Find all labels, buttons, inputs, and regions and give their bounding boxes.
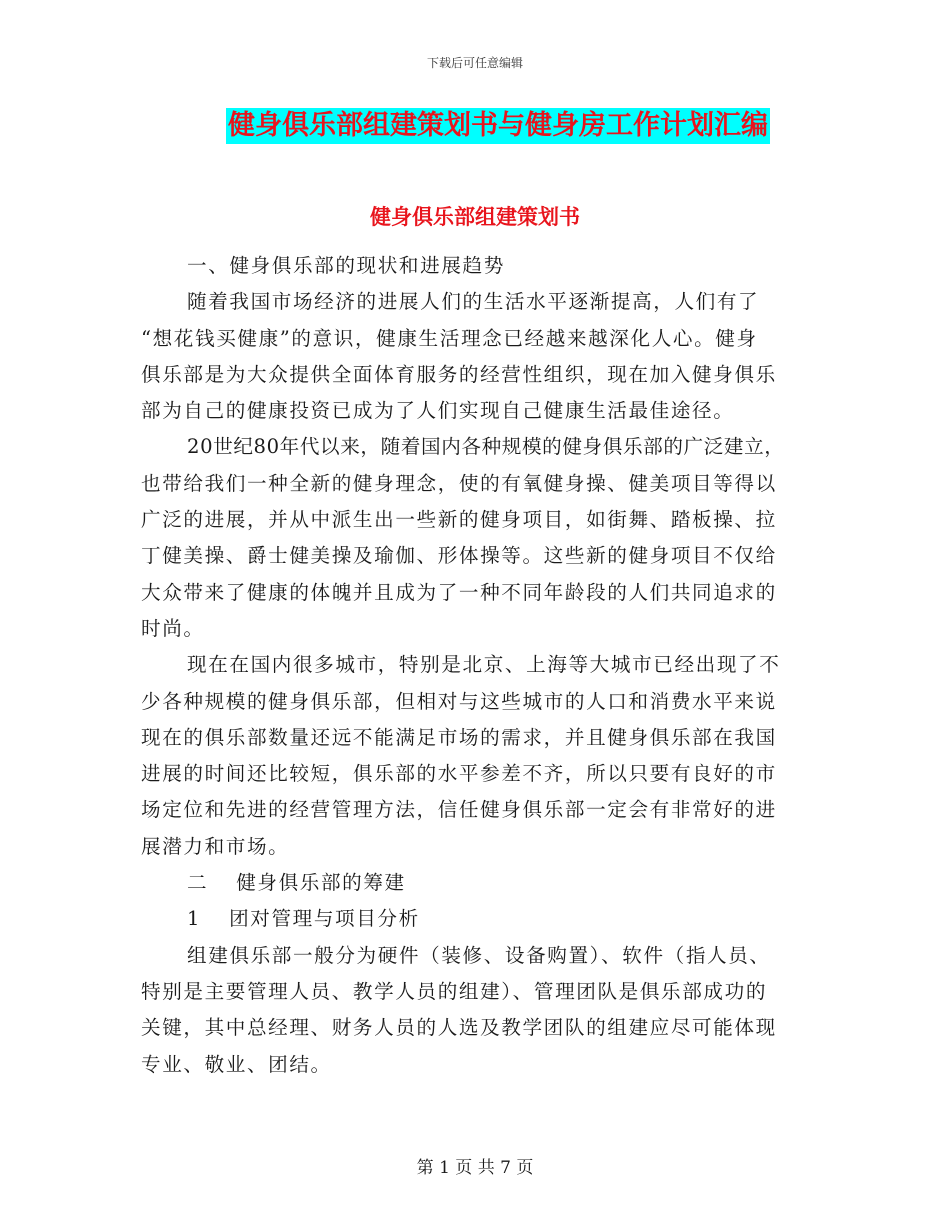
heading-3-number: 1 [187,907,202,931]
paragraph-line: 广泛的进展，并从中派生出一些新的健身项目，如街舞、踏板操、拉 [141,508,777,532]
heading-2 [141,865,831,901]
paragraph-line: 组建俱乐部一般分为硬件（装修、设备购置）、软件（指人员、 [187,943,771,967]
heading-1: 一、健身俱乐部的现状和进展趋势 [187,254,505,277]
paragraph-line: “想花钱买健康”的意识，健康生活理念已经越来越深化人心。健身 [141,326,758,350]
paragraph-line: 部为自己的健康投资已成为了人们实现自己健康生活最佳途径。 [141,399,735,423]
page-header-note: 下载后可任意编辑 [426,56,523,70]
paragraph-line: 特别是主要管理人员、教学人员的组建）、管理团队是俱乐部成功的 [141,979,768,1003]
heading-3-text: 团对管理与项目分析 [229,907,420,931]
document-title-container [0,108,950,144]
paragraph-line: 现在的俱乐部数量还远不能满足市场的需求，并且健身俱乐部在我国 [141,725,777,749]
paragraph-line: 专业、敬业、团结。 [141,1052,332,1076]
paragraph-line: 20世纪80年代以来，随着国内各种规模的健身俱乐部的广泛建立， [187,435,785,459]
paragraph-line: 时尚。 [141,616,205,640]
document-body [141,248,831,1083]
paragraph-line: 现在在国内很多城市，特别是北京、上海等大城市已经出现了不 [187,653,781,677]
paragraph-line: 场定位和先进的经营管理方法，信任健身俱乐部一定会有非常好的进 [141,798,777,822]
section-title: 健身俱乐部组建策划书 [370,205,580,229]
paragraph-line: 大众带来了健康的体魄并且成为了一种不同年龄段的人们共同追求的 [141,580,777,604]
heading-2-number: 二 [187,871,209,895]
document-title: 健身俱乐部组建策划书与健身房工作计划汇编 [226,108,770,144]
paragraph-line: 俱乐部是为大众提供全面体育服务的经营性组织，现在加入健身俱乐 [141,362,777,386]
paragraph-line: 丁健美操、爵士健美操及瑜伽、形体操等。这些新的健身项目不仅给 [141,544,777,568]
heading-3 [141,901,831,937]
paragraph-line: 也带给我们一种全新的健身理念，使的有氧健身操、健美项目等得以 [141,471,777,495]
paragraph-line: 少各种规模的健身俱乐部，但相对与这些城市的人口和消费水平来说 [141,689,777,713]
paragraph-line: 随着我国市场经济的进展人们的生活水平逐渐提高，人们有了 [187,290,760,314]
paragraph-line: 进展的时间还比较短，俱乐部的水平参差不齐，所以只要有良好的市 [141,762,777,786]
paragraph-line: 关键，其中总经理、财务人员的人选及教学团队的组建应尽可能体现 [141,1016,777,1040]
page-number-footer: 第 1 页 共 7 页 [416,1158,534,1178]
paragraph-line: 展潜力和市场。 [141,834,290,858]
heading-2-text: 健身俱乐部的筹建 [236,871,406,895]
